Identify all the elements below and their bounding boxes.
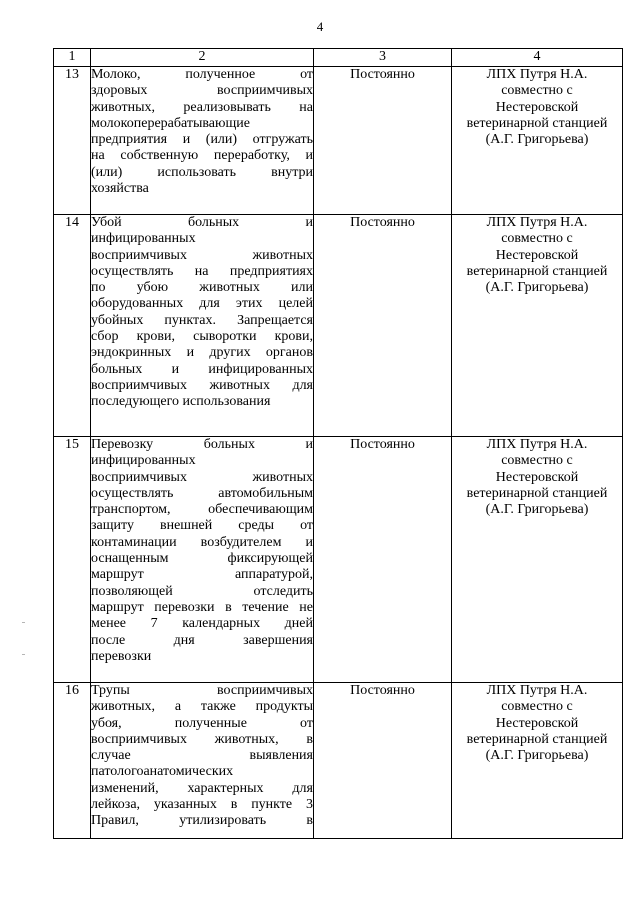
header-col-1: 1 [54, 49, 91, 67]
responsible [452, 67, 623, 215]
term: Постоянно [314, 67, 452, 215]
description-line: восприимчивых животных [91, 469, 313, 485]
description-line: лейкоза, указанных в пункте 3 [91, 797, 313, 813]
description-line: убоя, полученные от [91, 715, 313, 731]
header-row [54, 49, 623, 67]
measure-description [91, 215, 314, 437]
header-col-2: 2 [91, 49, 314, 67]
row-number: 16 [54, 683, 91, 839]
description-line: транспортом, обеспечивающим [91, 502, 313, 518]
row-number: 15 [54, 437, 91, 683]
table-row [54, 215, 623, 437]
responsible-line: (А.Г. Григорьева) [485, 502, 589, 518]
table-body [54, 67, 623, 839]
description-line: инфицированных [91, 453, 196, 469]
responsible-line: Нестеровской [495, 469, 579, 485]
scan-artifact [22, 622, 25, 623]
header-col-3: 3 [314, 49, 452, 67]
responsible [452, 215, 623, 437]
responsible-line: совместно с [501, 83, 573, 99]
responsible-line: (А.Г. Григорьева) [485, 132, 589, 148]
responsible-line: Нестеровской [495, 715, 579, 731]
description-line: убойных пунктах. Запрещается [91, 312, 313, 328]
responsible-line: совместно с [501, 231, 573, 247]
description-line: контаминации возбудителем и [91, 534, 313, 550]
description-line: оснащенным фиксирующей [91, 551, 313, 567]
responsible-line: ветеринарной станцией [466, 731, 608, 747]
term: Постоянно [314, 437, 452, 683]
description-line: после дня завершения [91, 632, 313, 648]
table-row [54, 437, 623, 683]
responsible-line: ветеринарной станцией [466, 263, 608, 279]
responsible-line: ЛПХ Путря Н.А. [486, 215, 588, 230]
row-number: 14 [54, 215, 91, 437]
description-line: восприимчивых животных [91, 247, 313, 263]
table-header [54, 49, 623, 67]
description-line: инфицированных [91, 231, 196, 247]
description-line: Правил, утилизировать в [91, 813, 313, 829]
description-line: восприимчивых животных для [91, 377, 313, 393]
responsible [452, 437, 623, 683]
description-line: маршрут перевозки в течение не [91, 599, 313, 615]
description-line: случае выявления [91, 748, 313, 764]
term: Постоянно [314, 215, 452, 437]
description-line: Перевозку больных и [91, 437, 313, 452]
description-line: на собственную переработку, и [91, 148, 313, 164]
responsible-line: Нестеровской [495, 99, 579, 115]
description-line: защиту внешней среды от [91, 518, 313, 534]
description-line: больных и инфицированных [91, 361, 313, 377]
description-line: последующего использования [91, 394, 271, 410]
description-line: оборудованных для этих целей [91, 296, 313, 312]
term: Постоянно [314, 683, 452, 839]
description-line: осуществлять автомобильным [91, 485, 313, 501]
table-row [54, 683, 623, 839]
description-line: изменений, характерных для [91, 780, 313, 796]
description-line: животных, а также продукты [91, 699, 313, 715]
description-line: осуществлять на предприятиях [91, 263, 313, 279]
description-line: восприимчивых животных, в [91, 731, 313, 747]
table-row [54, 67, 623, 215]
responsible-line: (А.Г. Григорьева) [485, 280, 589, 296]
description-line: хозяйства [91, 181, 149, 197]
responsible-line: ветеринарной станцией [466, 115, 608, 131]
responsible-line: совместно с [501, 699, 573, 715]
description-line: Убой больных и [91, 215, 313, 230]
measure-description [91, 67, 314, 215]
responsible-line: ЛПХ Путря Н.А. [486, 683, 588, 698]
row-number: 13 [54, 67, 91, 215]
description-line: предприятия и (или) отгружать [91, 132, 313, 148]
measures-table [53, 48, 623, 839]
description-line: менее 7 календарных дней [91, 616, 313, 632]
description-line: эндокринных и других органов [91, 345, 313, 361]
responsible-line: ветеринарной станцией [466, 485, 608, 501]
description-line: перевозки [91, 648, 152, 664]
description-line: маршрут аппаратурой, [91, 567, 313, 583]
description-line: (или) использовать внутри [91, 164, 313, 180]
responsible-line: ЛПХ Путря Н.А. [486, 67, 588, 82]
description-line: позволяющей отследить [91, 583, 313, 599]
description-line: здоровых восприимчивых [91, 83, 313, 99]
description-line: Трупы восприимчивых [91, 683, 313, 698]
measure-description [91, 437, 314, 683]
responsible-line: ЛПХ Путря Н.А. [486, 437, 588, 452]
description-line: сбор крови, сыворотки крови, [91, 329, 313, 345]
description-line: патологоанатомических [91, 764, 234, 780]
measure-description [91, 683, 314, 839]
responsible [452, 683, 623, 839]
responsible-line: Нестеровской [495, 247, 579, 263]
description-line: животных, реализовывать на [91, 99, 313, 115]
responsible-line: совместно с [501, 453, 573, 469]
header-col-4: 4 [452, 49, 623, 67]
description-line: Молоко, полученное от [91, 67, 313, 82]
responsible-line: (А.Г. Григорьева) [485, 748, 589, 764]
description-line: молокоперерабатывающие [91, 115, 250, 131]
page-number: 4 [316, 19, 324, 34]
description-line: по убою животных или [91, 280, 313, 296]
scan-artifact [22, 654, 25, 655]
